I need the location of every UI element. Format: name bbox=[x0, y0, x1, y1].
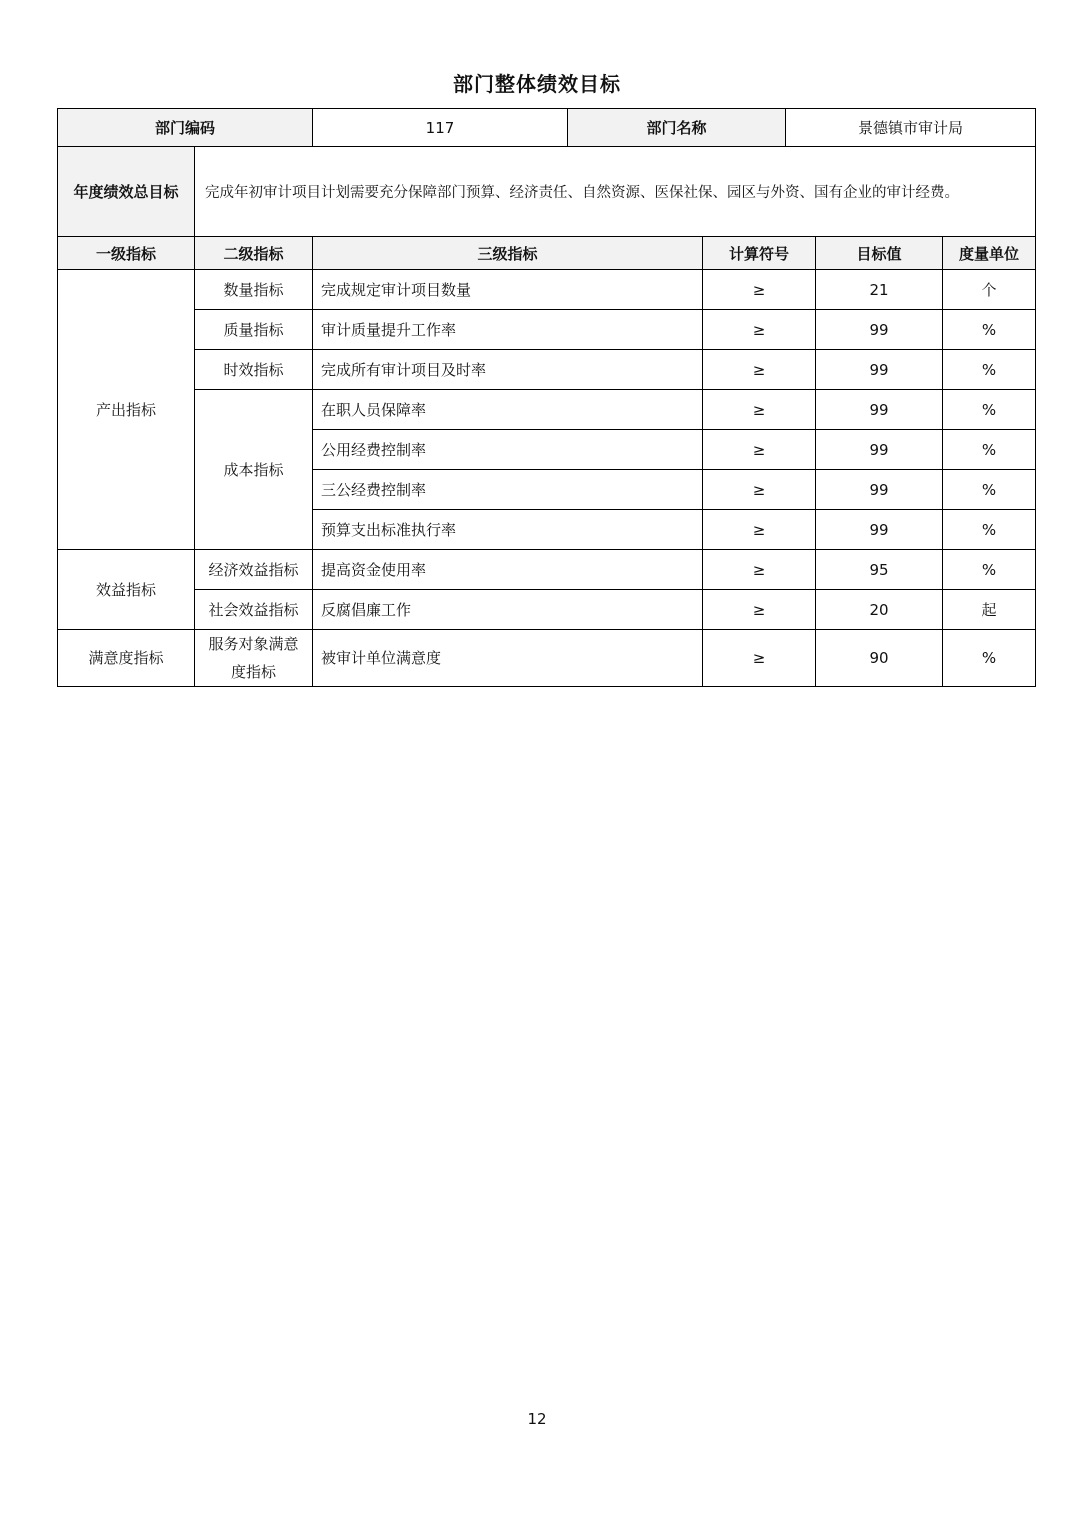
indicator-row bbox=[58, 550, 1036, 590]
unit: % bbox=[943, 390, 1036, 430]
department-info-table bbox=[57, 108, 1036, 147]
target-value: 99 bbox=[816, 470, 943, 510]
indicator-row bbox=[58, 350, 1036, 390]
operator: ≥ bbox=[703, 630, 816, 687]
unit: 起 bbox=[943, 590, 1036, 630]
target-value: 99 bbox=[816, 510, 943, 550]
level2-quality: 质量指标 bbox=[195, 310, 313, 350]
dept-name-value: 景德镇市审计局 bbox=[786, 109, 1036, 147]
unit: % bbox=[943, 510, 1036, 550]
indicator-table bbox=[57, 236, 1036, 687]
target-value: 99 bbox=[816, 350, 943, 390]
level3-name: 反腐倡廉工作 bbox=[313, 590, 703, 630]
level1-benefit: 效益指标 bbox=[58, 550, 195, 630]
unit: % bbox=[943, 350, 1036, 390]
header-target-value: 目标值 bbox=[816, 237, 943, 270]
indicator-row bbox=[58, 390, 1036, 430]
dept-code-value: 117 bbox=[313, 109, 568, 147]
header-unit: 度量单位 bbox=[943, 237, 1036, 270]
unit: 个 bbox=[943, 270, 1036, 310]
operator: ≥ bbox=[703, 310, 816, 350]
level1-satisfaction: 满意度指标 bbox=[58, 630, 195, 687]
level3-name: 三公经费控制率 bbox=[313, 470, 703, 510]
level2-service-satisfaction: 服务对象满意度指标 bbox=[195, 630, 313, 687]
unit: % bbox=[943, 630, 1036, 687]
dept-code-label: 部门编码 bbox=[58, 109, 313, 147]
page-title: 部门整体绩效目标 bbox=[453, 72, 621, 96]
target-value: 20 bbox=[816, 590, 943, 630]
page-number: 12 bbox=[527, 1410, 547, 1428]
indicator-header-row bbox=[58, 237, 1036, 270]
annual-goal-label: 年度绩效总目标 bbox=[58, 147, 195, 237]
level3-name: 提高资金使用率 bbox=[313, 550, 703, 590]
level3-name: 被审计单位满意度 bbox=[313, 630, 703, 687]
level3-name: 审计质量提升工作率 bbox=[313, 310, 703, 350]
indicator-row bbox=[58, 630, 1036, 687]
level2-timeliness: 时效指标 bbox=[195, 350, 313, 390]
indicator-row bbox=[58, 310, 1036, 350]
target-value: 95 bbox=[816, 550, 943, 590]
level3-name: 公用经费控制率 bbox=[313, 430, 703, 470]
level2-quantity: 数量指标 bbox=[195, 270, 313, 310]
header-operator: 计算符号 bbox=[703, 237, 816, 270]
unit: % bbox=[943, 550, 1036, 590]
unit: % bbox=[943, 470, 1036, 510]
operator: ≥ bbox=[703, 550, 816, 590]
target-value: 90 bbox=[816, 630, 943, 687]
level3-name: 完成所有审计项目及时率 bbox=[313, 350, 703, 390]
annual-goal-table bbox=[57, 146, 1036, 237]
target-value: 99 bbox=[816, 390, 943, 430]
level2-economic-benefit: 经济效益指标 bbox=[195, 550, 313, 590]
level1-output: 产出指标 bbox=[58, 270, 195, 550]
annual-goal-row bbox=[58, 147, 1036, 237]
operator: ≥ bbox=[703, 390, 816, 430]
target-value: 99 bbox=[816, 310, 943, 350]
level3-name: 预算支出标准执行率 bbox=[313, 510, 703, 550]
operator: ≥ bbox=[703, 470, 816, 510]
operator: ≥ bbox=[703, 270, 816, 310]
unit: % bbox=[943, 310, 1036, 350]
annual-goal-text: 完成年初审计项目计划需要充分保障部门预算、经济责任、自然资源、医保社保、园区与外资、国有企业的审计经费。 bbox=[195, 147, 1036, 237]
target-value: 99 bbox=[816, 430, 943, 470]
indicator-row bbox=[58, 270, 1036, 310]
level2-cost: 成本指标 bbox=[195, 390, 313, 550]
unit: % bbox=[943, 430, 1036, 470]
department-info-row bbox=[58, 109, 1036, 147]
dept-name-label: 部门名称 bbox=[568, 109, 786, 147]
header-level3: 三级指标 bbox=[313, 237, 703, 270]
operator: ≥ bbox=[703, 430, 816, 470]
operator: ≥ bbox=[703, 510, 816, 550]
operator: ≥ bbox=[703, 590, 816, 630]
level2-social-benefit: 社会效益指标 bbox=[195, 590, 313, 630]
level3-name: 完成规定审计项目数量 bbox=[313, 270, 703, 310]
target-value: 21 bbox=[816, 270, 943, 310]
header-level1: 一级指标 bbox=[58, 237, 195, 270]
operator: ≥ bbox=[703, 350, 816, 390]
level3-name: 在职人员保障率 bbox=[313, 390, 703, 430]
indicator-row bbox=[58, 590, 1036, 630]
header-level2: 二级指标 bbox=[195, 237, 313, 270]
